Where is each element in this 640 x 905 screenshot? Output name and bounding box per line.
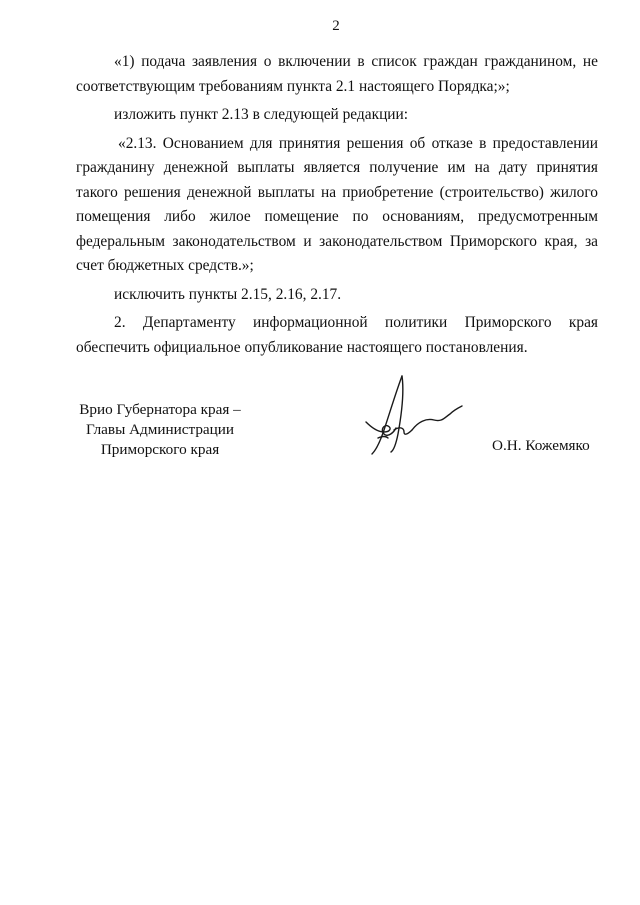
page-number: 2 (332, 18, 340, 34)
paragraph-clause-2-13: «2.13. Основанием для принятия решения об отказе в предоставлении гражданину денежной выплаты является получение им на дату принятия такого решения денежной выплаты на приобретение (строительство) жилого помещения либо жилое помещение по основаниям, предусмотренным федеральным законодательством и законодательством Приморского края, за счет бюджетных средств.»; (76, 134, 598, 274)
signatory-name: О.Н. Кожемяко (492, 437, 590, 454)
signatory-title (60, 400, 260, 460)
paragraph-exclude-clauses: исключить пункты 2.15, 2.16, 2.17. (114, 285, 342, 303)
paragraph-item-1: «1) подача заявления о включении в список граждан гражданином, не соответствующим требованиям пункта 2.1 настоящего Порядка;»; (76, 53, 598, 95)
document-body (76, 50, 598, 360)
signatory-title-line: Главы Администрации (85, 421, 235, 438)
signatory-title-line: Приморского края (100, 441, 220, 458)
handwritten-signature (358, 372, 468, 457)
signatory-title-line: Врио Губернатора края – (79, 401, 241, 418)
paragraph-publication-order: 2. Департаменту информационной политики Приморского края обеспечить официальное опубликование настоящего постановления. (76, 314, 598, 356)
paragraph-amend-instruction: изложить пункт 2.13 в следующей редакции: (114, 106, 409, 123)
